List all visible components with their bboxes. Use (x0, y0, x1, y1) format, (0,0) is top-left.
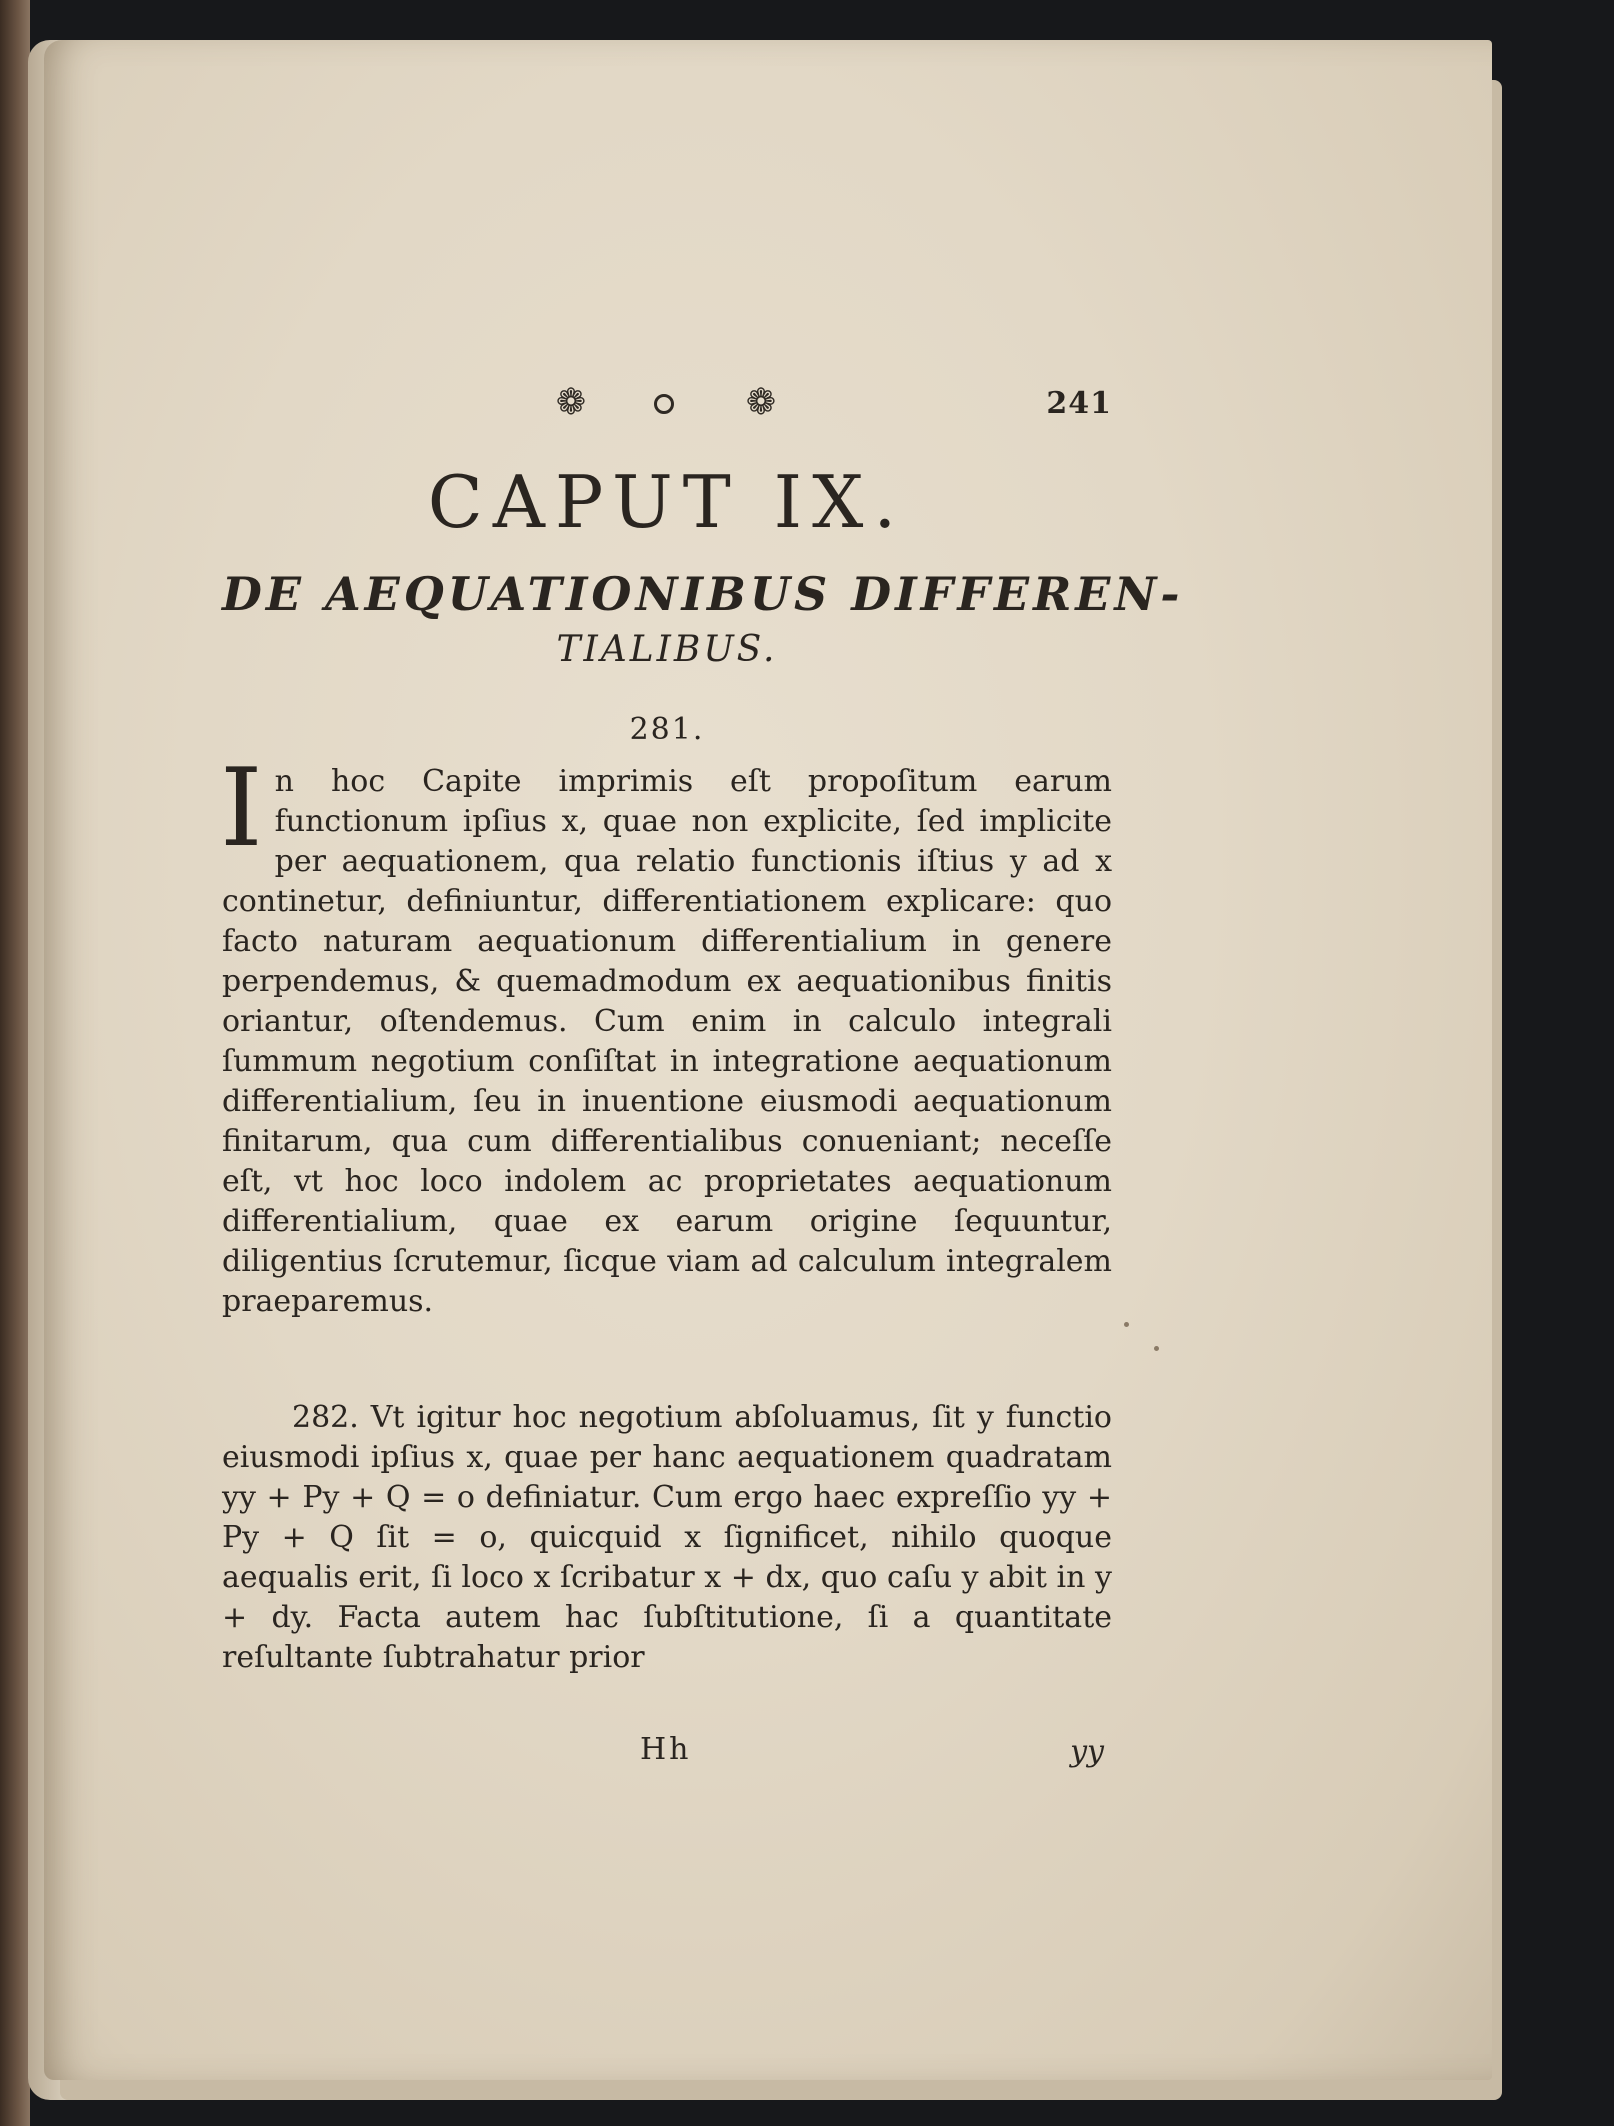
paragraph-282: 282. Vt igitur hoc negotium abſoluamus, ſit y functio eiusmodi ipſius x, quae per hanc aequationem quadratam yy + Py + Q = o definiatur. Cum ergo haec expreſſio yy + Py + Q ſit = o, quicquid x ſignificet, nihilo quoque aequalis erit, ſi loco x ſcribatur x + dx, quo caſu y abit in y + dy. Facta autem hac ſubſtitutione, ſi a quantitate reſultante ſubtrahatur prior (222, 1400, 1112, 1675)
chapter-subtitle-line-1: DE AEQUATIONIBUS DIFFEREN- (222, 567, 1184, 621)
catchword: yy (1070, 1734, 1104, 1769)
paragraph-281-text: n hoc Capite imprimis eſt propoſitum earum functionum ipſius x, quae non explicite, ſed implicite per aequationem, qua relatio functionis iſtius y ad x continetur, definiuntur, differentiationem explicare: quo facto naturam aequationum differentialium in genere perpendemus, & quemadmodum ex aequationibus finitis oriantur, oſtendemus. Cum enim in calculo integrali ſummum negotium conſiſtat in integratione aequationum differentialium, ſeu in inuentione eiusmodi aequationum finitarum, qua cum differentialibus conueniant; neceſſe eſt, vt hoc loco indolem ac proprietates aequationum differentialium, quae ex earum origine ſequuntur, diligentius ſcrutemur, ſicque viam ad calculum integralem praeparemus. (222, 764, 1112, 1319)
chapter-title: CAPUT IX. (427, 460, 907, 544)
book-binding (0, 0, 30, 2126)
header-ornaments (222, 370, 1112, 430)
signature-mark: Hh (640, 1732, 692, 1767)
book-page (44, 40, 1492, 2080)
drop-cap: I (220, 746, 263, 871)
paper-speck (1154, 1346, 1159, 1351)
section-number: 281. (629, 712, 705, 747)
paragraph-281 (220, 746, 1112, 1322)
flower-ornament-icon: ❁ (555, 382, 587, 423)
page-number: 241 (1046, 386, 1112, 421)
chapter-subtitle-line-2: TIALIBUS. (556, 629, 778, 670)
flower-ornament-icon: ❁ (745, 382, 777, 423)
paper-speck (1124, 1322, 1129, 1327)
circle-ornament-icon (654, 394, 674, 414)
